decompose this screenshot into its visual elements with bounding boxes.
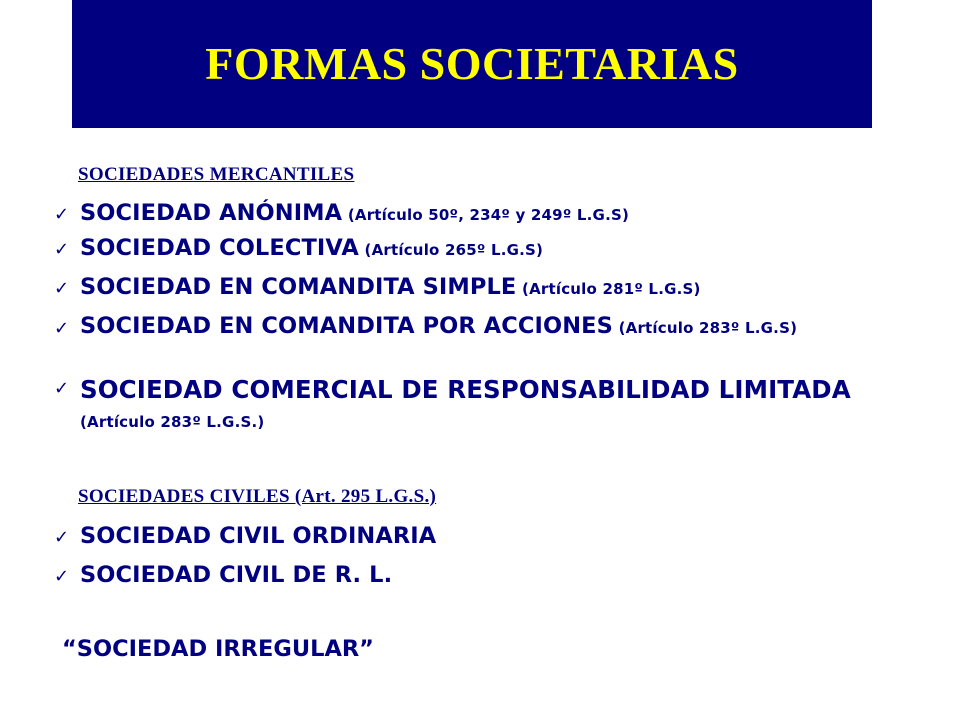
checkmark-icon: ✓ xyxy=(54,566,70,587)
list-item xyxy=(54,201,914,228)
list-item xyxy=(54,524,914,551)
page-title: FORMAS SOCIETARIAS xyxy=(205,37,739,89)
checkmark-icon: ✓ xyxy=(54,278,70,299)
list-item xyxy=(54,375,854,437)
checkmark-icon: ✓ xyxy=(54,239,70,260)
list-item xyxy=(54,236,914,263)
item-name: SOCIEDAD EN COMANDITA POR ACCIONES xyxy=(80,313,613,339)
item-name: SOCIEDAD CIVIL ORDINARIA xyxy=(80,523,437,549)
checkmark-icon: ✓ xyxy=(54,378,70,399)
section-heading-civiles: SOCIEDADES CIVILES (Art. 295 L.G.S.) xyxy=(78,486,437,507)
item-reference: (Artículo 281º L.G.S) xyxy=(522,280,701,298)
item-name: SOCIEDAD ANÓNIMA xyxy=(80,200,343,226)
checkmark-icon: ✓ xyxy=(54,318,70,339)
item-name: SOCIEDAD COLECTIVA xyxy=(80,235,359,261)
list-item xyxy=(54,275,914,302)
checkmark-icon: ✓ xyxy=(54,204,70,225)
item-reference: (Artículo 283º L.G.S.) xyxy=(80,413,265,431)
item-name: SOCIEDAD COMERCIAL DE RESPONSABILIDAD LIMITADA xyxy=(80,375,851,404)
title-banner xyxy=(72,0,872,128)
item-reference: (Artículo 50º, 234º y 249º L.G.S) xyxy=(347,206,630,224)
item-reference: (Artículo 265º L.G.S) xyxy=(364,241,544,259)
item-name: SOCIEDAD CIVIL DE R. L. xyxy=(80,562,393,588)
item-name: SOCIEDAD EN COMANDITA SIMPLE xyxy=(80,274,517,300)
item-reference: (Artículo 283º L.G.S) xyxy=(618,319,798,337)
section-heading-mercantiles: SOCIEDADES MERCANTILES xyxy=(78,164,355,185)
checkmark-icon: ✓ xyxy=(54,527,70,548)
list-item xyxy=(54,563,914,590)
irregular-society-label: “SOCIEDAD IRREGULAR” xyxy=(62,636,374,662)
list-item xyxy=(54,315,894,342)
